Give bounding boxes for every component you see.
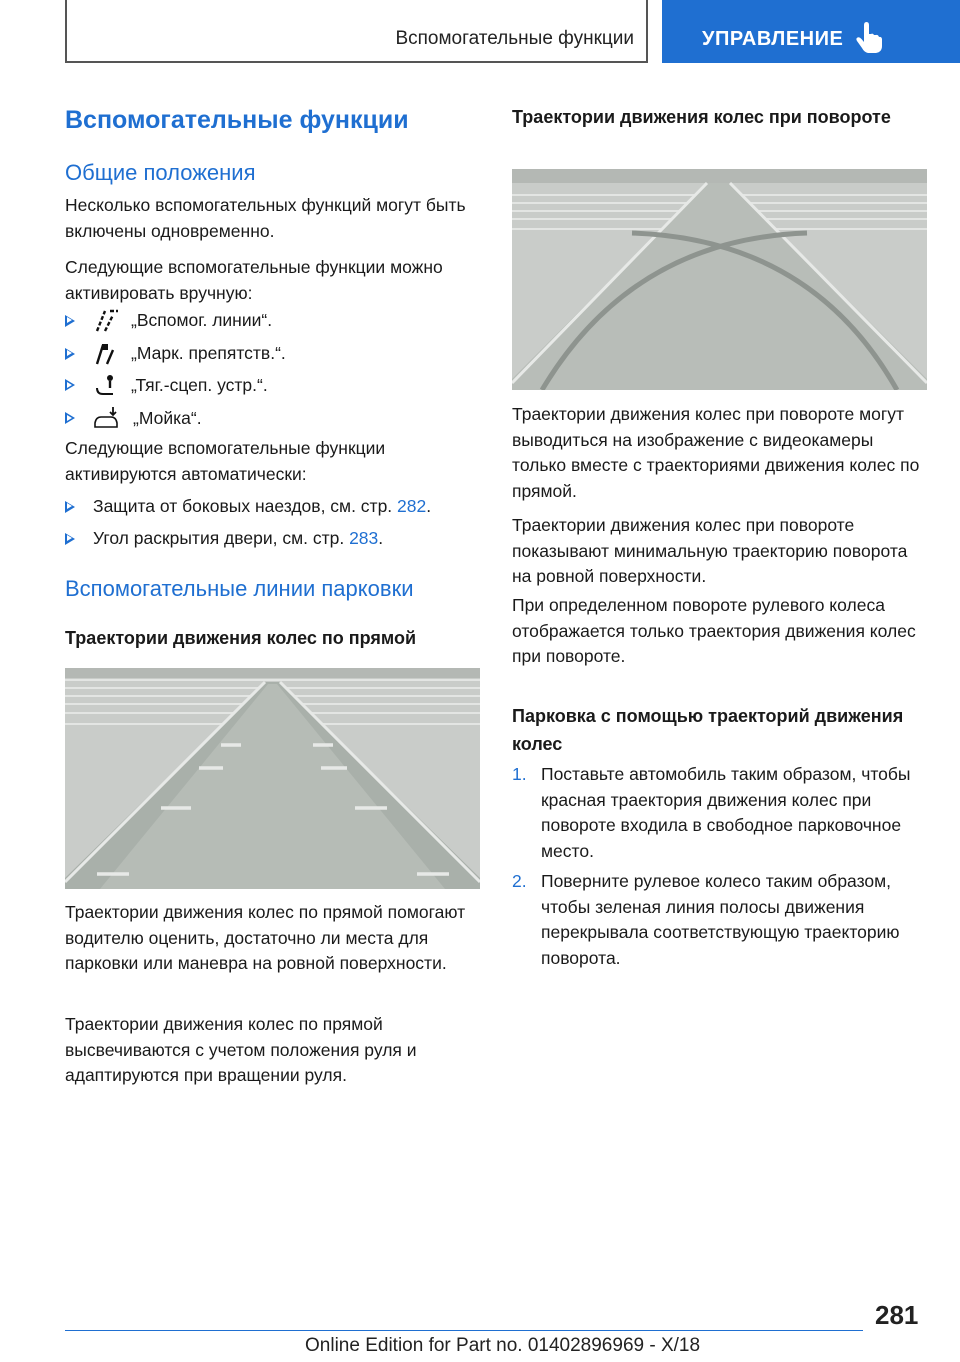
bullet-triangle-icon xyxy=(65,379,75,391)
list-item-car-wash: „Мойка“. xyxy=(65,405,202,431)
parking-lines-heading: Вспомогательные линии парковки xyxy=(65,576,414,601)
straight-paragraph-1: Траектории движения колес по прямой помогают водителю оценить, достаточно ли места для парковки или маневра на ровной поверхности. xyxy=(65,902,466,973)
header-section-box xyxy=(65,0,648,63)
auxiliary-lines-icon xyxy=(93,309,119,333)
list-item-side-protection: Защита от боковых наездов, см. стр. 282. xyxy=(65,494,431,519)
turn-paths-heading: Траектории движения колес при повороте xyxy=(512,107,891,127)
obstacle-marking-icon xyxy=(93,342,119,366)
page-link-283[interactable]: 283 xyxy=(349,528,379,548)
list-item-door-angle: Угол раскрытия двери, см. стр. 283. xyxy=(65,526,383,551)
bullet-triangle-icon xyxy=(65,533,75,545)
turn-paths-image xyxy=(512,169,927,390)
header-tab[interactable] xyxy=(662,0,960,63)
straight-paths-image xyxy=(65,668,480,889)
list-item-trailer-hitch: „Тяг.-сцеп. устр.“. xyxy=(65,372,268,398)
page-title: Вспомогательные функции xyxy=(65,106,409,134)
general-paragraph-1: Несколько вспомогательных функций могут быть включены одновременно. xyxy=(65,195,466,241)
footer-edition: Online Edition for Part no. 01402896969 - X/18 xyxy=(305,1335,701,1356)
turn-paragraph-3: При определенном повороте рулевого колеса отображается только траектория движения колес при повороте. xyxy=(512,595,916,666)
parking-with-paths-heading: Парковка с помощью траекторий движения колес xyxy=(512,706,904,754)
trailer-hitch-icon xyxy=(93,372,119,398)
list-item-aux-lines: „Вспомог. линии“. xyxy=(65,308,272,333)
bullet-triangle-icon xyxy=(65,348,75,360)
list-item-obstacle-marking: „Марк. препятств.“. xyxy=(65,341,286,366)
general-paragraph-2: Следующие вспомогательные функции можно активировать вручную: xyxy=(65,257,443,303)
header-tab-label: УПРАВЛЕНИЕ xyxy=(702,28,844,50)
bullet-triangle-icon xyxy=(65,501,75,513)
header-section-title: Вспомогательные функции xyxy=(395,28,634,49)
bullet-triangle-icon xyxy=(65,412,75,424)
bullet-triangle-icon xyxy=(65,315,75,327)
footer-divider xyxy=(65,1330,863,1331)
general-heading: Общие положения xyxy=(65,160,256,185)
auto-paragraph: Следующие вспомогательные функции активируются автоматически: xyxy=(65,438,386,484)
page-number: 281 xyxy=(875,1300,919,1330)
turn-paragraph-2: Траектории движения колес при повороте показывают минимальную траекторию поворота на ровной поверхности. xyxy=(512,515,908,586)
car-wash-icon xyxy=(93,405,121,431)
hand-pointer-icon xyxy=(854,22,884,54)
straight-paths-heading: Траектории движения колес по прямой xyxy=(65,628,417,648)
page-link-282[interactable]: 282 xyxy=(397,496,427,516)
step-number: 2. xyxy=(512,871,527,891)
step-text: Поверните рулевое колесо таким образом, чтобы зеленая линия полосы движения перекрывала соответствующую траекторию поворота. xyxy=(541,871,900,968)
straight-paragraph-2: Траектории движения колес по прямой высвечиваются с учетом положения руля и адаптируются при вращении руля. xyxy=(65,1014,417,1085)
step-number: 1. xyxy=(512,764,527,784)
turn-paragraph-1: Траектории движения колес при повороте могут выводиться на изображение с видеокамеры только вместе с траекториями движения колес по прямой. xyxy=(512,404,920,501)
step-text: Поставьте автомобиль таким образом, чтобы красная траектория движения колес при повороте входила в свободное парковочное место. xyxy=(541,764,911,861)
